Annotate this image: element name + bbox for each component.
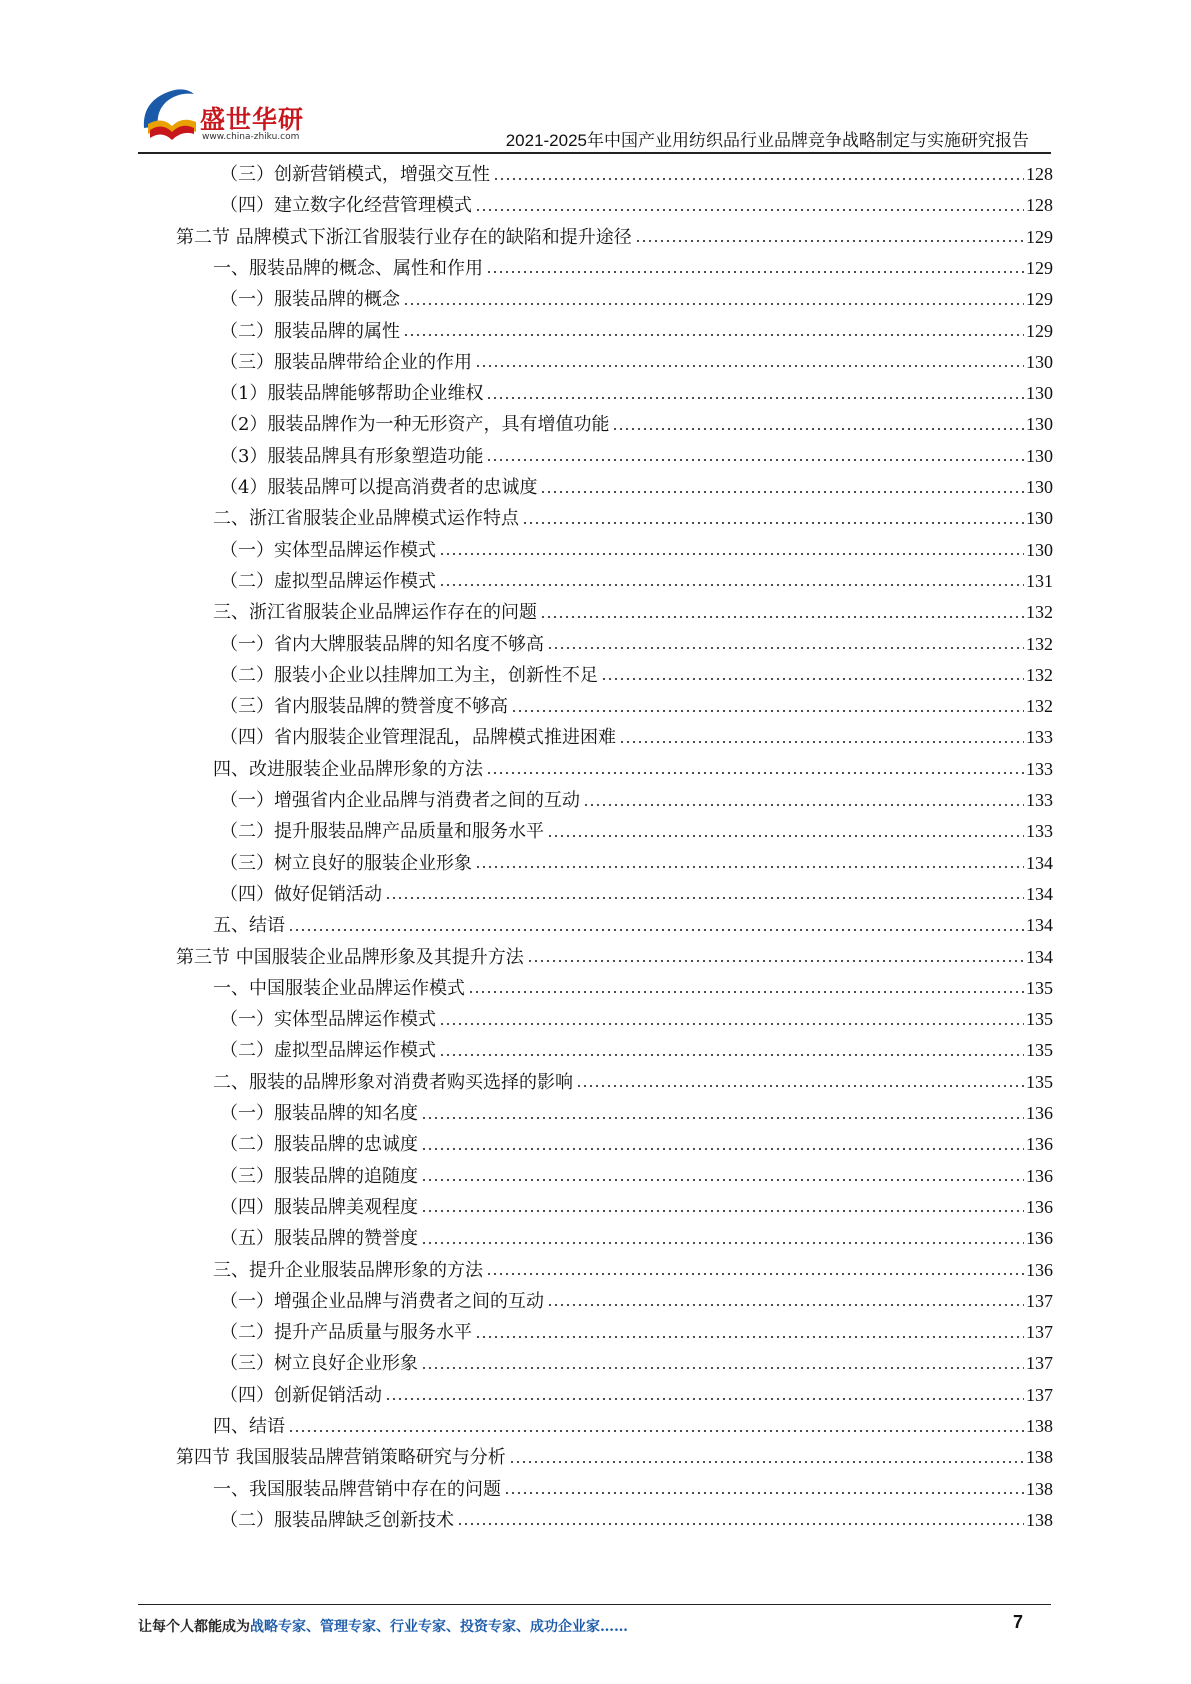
toc-entry-label: （2）服装品牌作为一种无形资产，具有增值功能 (220, 414, 610, 436)
report-title: 2021-2025年中国产业用纺织品行业品牌竞争战略制定与实施研究报告 (505, 131, 1029, 150)
toc-entry[interactable] (220, 629, 1053, 660)
toc-entry-page: 130 (1026, 445, 1053, 466)
toc-entry-page: 128 (1026, 164, 1053, 184)
toc-dot-leader (385, 891, 1024, 905)
toc-entry-label: （四）做好促销活动 (220, 883, 382, 905)
toc-dot-leader (421, 1204, 1024, 1218)
toc-entry-label: （二）服装品牌的属性 (220, 320, 400, 342)
toc-entry-page: 130 (1026, 508, 1053, 529)
toc-entry[interactable] (176, 942, 1053, 973)
toc-entry-page: 136 (1026, 1134, 1053, 1155)
toc-entry-page: 136 (1026, 1165, 1053, 1186)
toc-entry-page: 129 (1026, 320, 1053, 341)
toc-dot-leader (475, 1330, 1024, 1344)
toc-dot-leader (421, 1142, 1024, 1156)
toc-entry[interactable] (220, 1223, 1053, 1254)
toc-entry[interactable] (213, 253, 1053, 284)
toc-entry[interactable] (213, 1255, 1053, 1286)
toc-entry[interactable] (220, 159, 1053, 190)
toc-dot-leader (385, 1392, 1024, 1406)
toc-dot-leader (547, 829, 1024, 843)
toc-entry-page: 133 (1026, 790, 1053, 810)
toc-entry-label: 二、浙江省服装企业品牌模式运作特点 (213, 508, 519, 530)
toc-entry-page: 130 (1026, 351, 1053, 372)
toc-entry[interactable] (213, 503, 1053, 534)
toc-entry-label: （五）服装品牌的赞誉度 (220, 1228, 418, 1250)
toc-entry-page: 134 (1026, 946, 1053, 967)
toc-entry-label: （二）提升服装品牌产品质量和服务水平 (220, 821, 544, 843)
toc-entry-page: 130 (1026, 414, 1053, 435)
toc-entry-page: 137 (1026, 1322, 1053, 1343)
toc-dot-leader (527, 954, 1024, 968)
toc-dot-leader (583, 798, 1024, 812)
toc-entry[interactable] (220, 879, 1053, 910)
toc-entry-label: 一、中国服装企业品牌运作模式 (213, 977, 465, 999)
logo-book-icon (138, 82, 202, 144)
toc-entry[interactable] (220, 1380, 1053, 1411)
slogan-prefix: 让每个人都能成为 (138, 1619, 250, 1635)
toc-entry-label: 五、结语 (213, 915, 285, 937)
toc-entry-page: 135 (1026, 1040, 1053, 1061)
toc-entry-page: 134 (1026, 915, 1053, 936)
footer-divider (138, 1604, 1051, 1605)
toc-entry-label: （二）虚拟型品牌运作模式 (220, 570, 436, 592)
toc-entry[interactable] (176, 1442, 1053, 1473)
toc-entry[interactable] (220, 316, 1053, 347)
toc-entry[interactable] (220, 1035, 1053, 1066)
footer-slogan (138, 1616, 628, 1636)
page-number: 7 (1013, 1612, 1024, 1632)
toc-entry[interactable] (213, 597, 1053, 628)
toc-entry-label: （一）服装品牌的概念 (220, 289, 400, 311)
toc-entry-label: （一）增强省内企业品牌与消费者之间的互动 (220, 790, 580, 811)
toc-entry[interactable] (220, 472, 1053, 503)
toc-entry-page: 133 (1026, 727, 1053, 748)
toc-entry-page: 129 (1026, 226, 1053, 247)
toc-entry-label: （4）服装品牌可以提高消费者的忠诚度 (220, 477, 538, 498)
toc-entry[interactable] (220, 535, 1053, 566)
toc-entry-page: 136 (1026, 1103, 1053, 1123)
toc-entry-label: （一）实体型品牌运作模式 (220, 1009, 436, 1031)
toc-entry-page: 138 (1026, 1478, 1053, 1499)
toc-entry-label: 第二节 品牌模式下浙江省服装行业存在的缺陷和提升途径 (176, 226, 632, 248)
toc-entry[interactable] (213, 973, 1053, 1004)
toc-dot-leader (486, 766, 1024, 780)
toc-dot-leader (468, 985, 1024, 999)
toc-entry[interactable] (220, 1129, 1053, 1160)
toc-entry[interactable] (220, 848, 1053, 879)
toc-entry-label: （一）实体型品牌运作模式 (220, 539, 436, 561)
toc-dot-leader (601, 672, 1024, 686)
toc-entry[interactable] (220, 722, 1053, 753)
toc-dot-leader (635, 234, 1024, 248)
toc-entry-label: 第三节 中国服装企业品牌形象及其提升方法 (176, 946, 524, 968)
toc-entry-page: 129 (1026, 289, 1053, 310)
toc-entry[interactable] (220, 1161, 1053, 1192)
toc-dot-leader (511, 704, 1024, 718)
toc-dot-leader (421, 1236, 1024, 1250)
toc-entry-page: 130 (1026, 477, 1053, 497)
toc-entry-label: （一）省内大牌服装品牌的知名度不够高 (220, 633, 544, 655)
toc-entry[interactable] (220, 566, 1053, 597)
toc-entry-page: 129 (1026, 257, 1053, 278)
toc-entry-page: 133 (1026, 758, 1053, 779)
toc-entry-label: （三）服装品牌带给企业的作用 (220, 351, 472, 373)
company-logo (138, 82, 318, 152)
toc-entry-label: （三）树立良好的服装企业形象 (220, 852, 472, 874)
toc-dot-leader (619, 735, 1024, 749)
toc-entry-label: （一）服装品牌的知名度 (220, 1103, 418, 1124)
toc-entry-page: 135 (1026, 1009, 1053, 1030)
toc-dot-leader (475, 203, 1024, 217)
toc-entry-page: 135 (1026, 977, 1053, 998)
toc-entry-page: 133 (1026, 821, 1053, 842)
toc-entry[interactable] (176, 222, 1053, 253)
toc-entry[interactable] (220, 816, 1053, 847)
toc-entry-label: 第四节 我国服装品牌营销策略研究与分析 (176, 1447, 506, 1469)
page-header (0, 0, 1191, 150)
toc-entry-label: 三、浙江省服装企业品牌运作存在的问题 (213, 602, 537, 624)
toc-entry-page: 136 (1026, 1259, 1053, 1280)
toc-entry[interactable] (220, 1192, 1053, 1223)
toc-entry[interactable] (213, 910, 1053, 941)
toc-entry[interactable] (213, 754, 1053, 785)
toc-entry-label: （三）创新营销模式，增强交互性 (220, 164, 490, 185)
toc-dot-leader (421, 1173, 1024, 1187)
toc-dot-leader (486, 453, 1024, 467)
slogan-highlight: 战略专家、管理专家、行业专家、投资专家、成功企业家…… (250, 1619, 628, 1635)
toc-entry[interactable] (220, 190, 1053, 221)
toc-entry-label: （3）服装品牌具有形象塑造功能 (220, 445, 484, 467)
toc-entry[interactable] (220, 660, 1053, 691)
toc-entry-page: 135 (1026, 1071, 1053, 1092)
toc-entry-page: 130 (1026, 383, 1053, 404)
toc-entry[interactable] (220, 441, 1053, 472)
toc-entry[interactable] (213, 1474, 1053, 1505)
toc-dot-leader (421, 1111, 1024, 1125)
toc-entry[interactable] (220, 785, 1053, 816)
toc-dot-leader (576, 1079, 1024, 1093)
toc-entry[interactable] (220, 284, 1053, 315)
toc-entry-label: 一、服装品牌的概念、属性和作用 (213, 257, 483, 279)
toc-entry-page: 137 (1026, 1353, 1053, 1374)
toc-dot-leader (421, 1361, 1024, 1375)
toc-entry-label: （二）虚拟型品牌运作模式 (220, 1040, 436, 1062)
toc-dot-leader (439, 547, 1024, 561)
toc-dot-leader (547, 1298, 1024, 1312)
toc-entry[interactable] (220, 347, 1053, 378)
toc-entry-label: （1）服装品牌能够帮助企业维权 (220, 383, 484, 405)
logo-name: 盛世华研 (200, 105, 305, 134)
header-divider (138, 152, 1051, 154)
toc-entry-label: （二）服装品牌的忠诚度 (220, 1134, 418, 1156)
toc-dot-leader (486, 265, 1024, 279)
toc-entry-label: （四）创新促销活动 (220, 1384, 382, 1406)
toc-entry-page: 138 (1026, 1447, 1053, 1468)
toc-entry-label: （四）省内服装企业管理混乱，品牌模式推进困难 (220, 727, 616, 749)
toc-dot-leader (403, 328, 1024, 342)
toc-entry-label: 二、服装的品牌形象对消费者购买选择的影响 (213, 1071, 573, 1093)
toc-entry-page: 137 (1026, 1290, 1053, 1311)
toc-dot-leader (475, 860, 1024, 874)
toc-entry-page: 132 (1026, 664, 1053, 685)
toc-entry-label: 三、提升企业服装品牌形象的方法 (213, 1259, 483, 1281)
toc-entry-label: （四）服装品牌美观程度 (220, 1196, 418, 1218)
toc-entry-label: 一、我国服装品牌营销中存在的问题 (213, 1478, 501, 1500)
toc-entry-page: 128 (1026, 195, 1053, 216)
toc-dot-leader (522, 516, 1024, 530)
toc-entry-label: （二）服装品牌缺乏创新技术 (220, 1509, 454, 1531)
toc-entry-page: 132 (1026, 633, 1053, 654)
toc-entry-label: （二）提升产品质量与服务水平 (220, 1322, 472, 1344)
toc-dot-leader (439, 1048, 1024, 1062)
toc-entry[interactable] (220, 1317, 1053, 1348)
toc-dot-leader (547, 641, 1024, 655)
toc-entry[interactable] (220, 1098, 1053, 1129)
toc-dot-leader (475, 359, 1024, 373)
logo-url: www.china-zhiku.com (202, 132, 300, 142)
toc-entry-label: （二）服装小企业以挂牌加工为主，创新性不足 (220, 664, 598, 686)
toc-entry-label: 四、结语 (213, 1416, 285, 1437)
toc-entry-page: 136 (1026, 1228, 1053, 1249)
toc-entry[interactable] (213, 1411, 1053, 1442)
toc-entry-page: 138 (1026, 1509, 1053, 1530)
toc-entry-page: 132 (1026, 696, 1053, 717)
toc-entry[interactable] (220, 1286, 1053, 1317)
toc-dot-leader (288, 1424, 1024, 1438)
toc-dot-leader (439, 578, 1024, 592)
toc-entry-label: （一）增强企业品牌与消费者之间的互动 (220, 1290, 544, 1312)
toc-dot-leader (486, 391, 1024, 405)
toc-entry-label: （四）建立数字化经营管理模式 (220, 195, 472, 217)
toc-dot-leader (457, 1517, 1024, 1531)
toc-entry[interactable] (220, 691, 1053, 722)
toc-entry-label: （三）服装品牌的追随度 (220, 1165, 418, 1187)
toc-entry[interactable] (220, 409, 1053, 440)
toc-entry-label: 四、改进服装企业品牌形象的方法 (213, 758, 483, 780)
toc-entry-label: （三）树立良好企业形象 (220, 1353, 418, 1375)
toc-entry-label: （三）省内服装品牌的赞誉度不够高 (220, 696, 508, 718)
toc-entry-page: 130 (1026, 539, 1053, 560)
toc-entry-page: 131 (1026, 570, 1053, 591)
toc-entry[interactable] (220, 1004, 1053, 1035)
toc-dot-leader (403, 297, 1024, 311)
toc-entry[interactable] (220, 1348, 1053, 1379)
toc-dot-leader (504, 1486, 1024, 1500)
toc-entry-page: 137 (1026, 1384, 1053, 1405)
toc-entry-page: 132 (1026, 602, 1053, 623)
toc-dot-leader (509, 1455, 1024, 1469)
toc-dot-leader (540, 610, 1024, 624)
toc-entry-page: 134 (1026, 852, 1053, 873)
toc-dot-leader (288, 923, 1024, 937)
toc-dot-leader (486, 1267, 1024, 1281)
toc-entry[interactable] (220, 378, 1053, 409)
toc-entry[interactable] (220, 1505, 1053, 1536)
toc-entry-page: 138 (1026, 1416, 1053, 1436)
toc-dot-leader (612, 422, 1024, 436)
toc-dot-leader (540, 485, 1024, 499)
toc-entry[interactable] (213, 1067, 1053, 1098)
toc-entry-page: 134 (1026, 883, 1053, 904)
toc-dot-leader (439, 1017, 1024, 1031)
toc-entry-page: 136 (1026, 1196, 1053, 1217)
toc-dot-leader (493, 172, 1024, 186)
